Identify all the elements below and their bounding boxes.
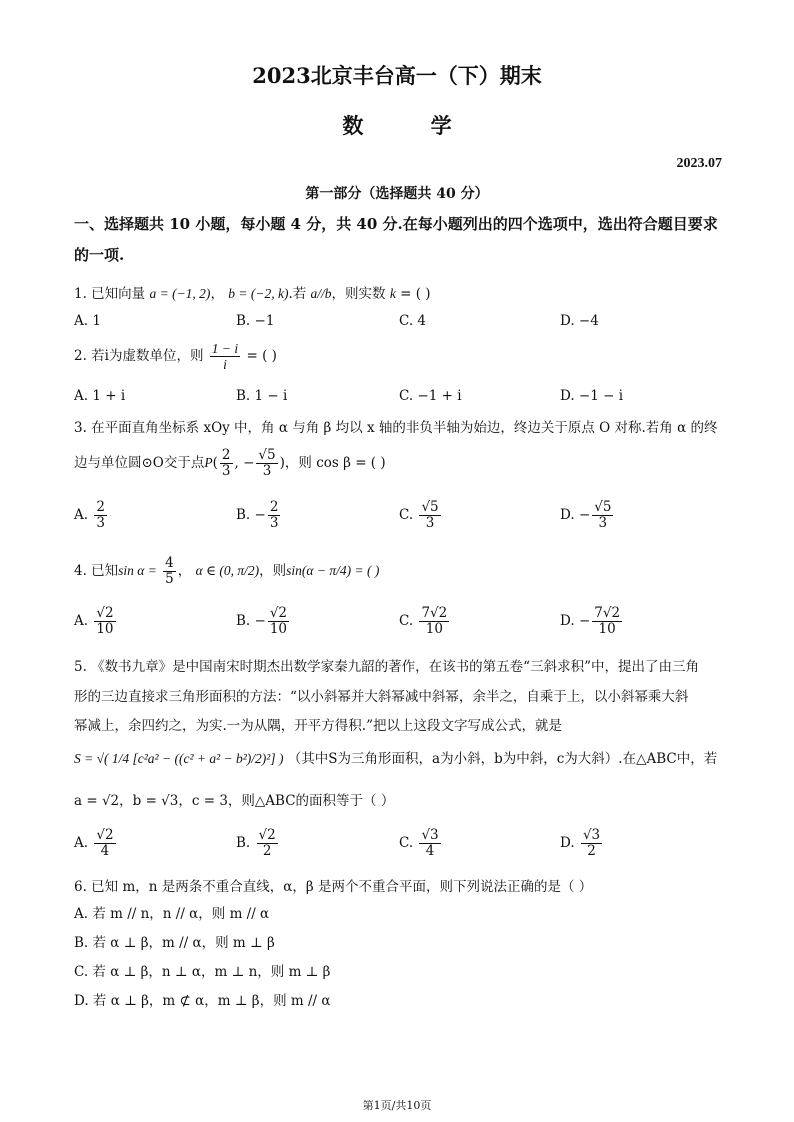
q5-option-a[interactable] xyxy=(74,828,118,859)
q4-d-den: 10 xyxy=(598,621,616,637)
q3-option-a[interactable] xyxy=(74,500,109,531)
q6-option-d[interactable]: D. 若 α ⊥ β，m ⊄ α，m ⊥ β，则 m // α xyxy=(74,993,331,1009)
q4-option-a[interactable] xyxy=(74,606,118,637)
q3-c-label: C. xyxy=(399,507,414,523)
q4-b-sign: − xyxy=(254,613,266,629)
q2-option-a[interactable]: A. 1 + i xyxy=(74,388,126,404)
q1-vector-a: a = (−1, 2) xyxy=(149,286,211,301)
q3-d-num: √5 xyxy=(594,499,612,515)
q4-a-num: √2 xyxy=(96,605,114,621)
exam-title: 2023北京丰台高一（下）期末 xyxy=(252,63,542,88)
q5-b-num: √2 xyxy=(258,827,276,843)
q5-d-label: D. xyxy=(560,835,575,851)
q1-condition: a//b xyxy=(310,286,332,301)
q3-b-num: 2 xyxy=(269,499,279,515)
q3-option-b[interactable] xyxy=(236,500,282,531)
q4-c-num: 7√2 xyxy=(421,605,448,621)
q5-option-d[interactable] xyxy=(560,828,604,859)
q4-option-c[interactable] xyxy=(399,606,451,637)
question-5-line-2: 形的三边直接求三角形面积的方法：“以小斜幂并大斜幂减中斜幂，余半之，自乘于上，以小斜幂乘大斜 xyxy=(74,689,689,705)
q6-option-c[interactable]: C. 若 α ⊥ β，n ⊥ α，m ⊥ n，则 m ⊥ β xyxy=(74,964,331,980)
q5-a-den: 4 xyxy=(100,843,110,859)
q3-a-label: A. xyxy=(74,507,89,523)
part-heading: 第一部分（选择题共 40 分） xyxy=(305,186,489,202)
q4-expression: sin(α − π/4) = ( ) xyxy=(286,563,380,578)
q2-option-d[interactable]: D. −1 − i xyxy=(560,388,624,404)
q4-val-num: 4 xyxy=(165,555,174,571)
q2-options xyxy=(74,388,724,408)
q4-option-b[interactable] xyxy=(236,606,291,637)
q4-d-sign: − xyxy=(578,613,591,629)
q3-a-den: 3 xyxy=(96,515,105,531)
q4-lead: 4. 已知 xyxy=(74,563,119,579)
q3-option-d[interactable] xyxy=(560,500,615,531)
q1-options xyxy=(74,313,724,333)
q1-mid: ，则实数 xyxy=(331,286,386,302)
q5-c-label: C. xyxy=(399,835,414,851)
q5-b-den: 2 xyxy=(262,843,272,859)
q3-d-den: 3 xyxy=(598,515,608,531)
q5-c-num: √3 xyxy=(421,827,439,843)
q5-d-num: √3 xyxy=(582,827,601,843)
question-5-line-4 xyxy=(74,748,724,770)
q3-px-num: 2 xyxy=(221,447,231,463)
q3-d-label: D. xyxy=(560,507,575,523)
q6-option-b[interactable]: B. 若 α ⊥ β，m // α，则 m ⊥ β xyxy=(74,935,275,951)
q4-c-den: 10 xyxy=(425,621,443,637)
page-number: 第1页/共10页 xyxy=(362,1099,432,1112)
q6-option-a[interactable]: A. 若 m // n，n // α，则 m // α xyxy=(74,906,270,922)
q3-px xyxy=(220,448,233,479)
q4-c-label: C. xyxy=(399,613,414,629)
q3-options xyxy=(74,500,724,540)
q2-denominator: i xyxy=(223,357,227,372)
q4-d-num: 7√2 xyxy=(594,605,621,621)
q5-c-den: 4 xyxy=(425,843,435,859)
q1-tail: = ( ) xyxy=(400,286,431,302)
exam-subject: 数 学 xyxy=(342,113,482,138)
q3-point: P xyxy=(204,455,213,470)
question-3-line-1: 3. 在平面直角坐标系 xOy 中，角 α 与角 β 均以 x 轴的非负半轴为始边，终边关于原点 O 对称.若角 α 的终 xyxy=(74,420,718,436)
q3-b-den: 3 xyxy=(269,515,279,531)
q4-sin: sin α = xyxy=(118,563,157,578)
q3-b-sign: − xyxy=(254,507,266,523)
q5-note: （其中S为三角形面积，a为小斜，b为中斜，c为大斜）.在△ABC中，若 xyxy=(287,751,718,767)
question-1: 1. 已知向量 a = (−1, 2)， b = (−2, k).若 a//b，则实数 k = ( ) xyxy=(74,286,431,302)
question-5-line-1: 5. 《数书九章》是中国南宋时期杰出数学家秦九韶的著作，在该书的第五卷“三斜求积”中，提出了由三角 xyxy=(74,659,699,675)
q4-mid: ，则 xyxy=(259,563,287,579)
q5-option-b[interactable] xyxy=(236,828,280,859)
q2-lead: 2. 若i为虚数单位，则 xyxy=(74,348,204,364)
question-5-line-5: a = √2，b = √3，c = 3，则△ABC的面积等于（ ） xyxy=(74,793,395,809)
q5-a-label: A. xyxy=(74,835,89,851)
q2-numerator: 1 − i xyxy=(211,341,239,356)
q4-value xyxy=(163,556,176,587)
q3-lead: 边与单位圆⊙O交于点 xyxy=(74,455,205,471)
question-4: 4. 已知sin α = $\frac{4}{5}$ ， α ∈ (0, π/2)，则sin(α − π/4) = ( ) xyxy=(74,555,380,587)
q3-d-sign: − xyxy=(578,507,591,523)
q3-b-label: B. xyxy=(236,507,251,523)
q4-b-num: √2 xyxy=(269,605,288,621)
q2-fraction xyxy=(210,341,240,372)
q4-a-den: 10 xyxy=(96,621,114,637)
q1-lead: 1. 已知向量 xyxy=(74,286,146,302)
q1-option-a[interactable]: A. 1 xyxy=(74,313,101,329)
section-instruction: 一、选择题共 10 小题，每小题 4 分，共 40 分.在每小题列出的四个选项中，选出符合题目要求的一项. xyxy=(74,215,718,264)
q3-c-num: √5 xyxy=(421,499,439,515)
question-5-line-3: 幂减上，余四约之，为实.一为从隅，开平方得积.”把以上这段文字写成公式，就是 xyxy=(74,718,562,734)
q3-py-num: √5 xyxy=(258,447,276,463)
q5-b-label: B. xyxy=(236,835,251,851)
question-3-line-2: 边与单位圆⊙O交于点P( $\frac{2}{3}$ , − $\frac{√5}{3}$ )，则 cos β = ( ) xyxy=(74,447,386,479)
q3-c-den: 3 xyxy=(425,515,435,531)
q2-option-b[interactable]: B. 1 − i xyxy=(236,388,288,404)
q3-px-den: 3 xyxy=(221,463,231,479)
q5-d-den: 2 xyxy=(587,843,596,859)
question-2 xyxy=(74,341,724,372)
q5-formula: S = √( 1/4 [c²a² − ((c² + a² − b²)/2)²] ) xyxy=(74,751,284,766)
q2-tail: = ( ) xyxy=(246,348,277,364)
q3-tail: ，则 cos β = ( ) xyxy=(284,455,386,471)
q1-var: k xyxy=(389,286,396,301)
q1-option-d[interactable]: D. −4 xyxy=(560,313,599,329)
q5-option-c[interactable] xyxy=(399,828,443,859)
q4-b-label: B. xyxy=(236,613,251,629)
exam-date: 2023.07 xyxy=(676,156,722,171)
q3-option-c[interactable] xyxy=(399,500,443,531)
q4-option-d[interactable] xyxy=(560,606,624,637)
q3-py-den: 3 xyxy=(262,463,272,479)
question-6: 6. 已知 m，n 是两条不重合直线，α，β 是两个不重合平面，则下列说法正确的是（ ） xyxy=(74,879,593,895)
q4-val-den: 5 xyxy=(165,571,174,587)
q4-a-label: A. xyxy=(74,613,89,629)
q5-a-num: √2 xyxy=(96,827,114,843)
q4-b-den: 10 xyxy=(269,621,288,637)
q1-vector-b: b = (−2, k) xyxy=(228,286,289,301)
q4-d-label: D. xyxy=(560,613,575,629)
q1-option-b[interactable]: B. −1 xyxy=(236,313,275,329)
q3-a-num: 2 xyxy=(96,499,105,515)
q1-option-c[interactable]: C. 4 xyxy=(399,313,427,329)
q5-options xyxy=(74,828,724,868)
q4-options xyxy=(74,606,724,646)
q2-option-c[interactable]: C. −1 + i xyxy=(399,388,462,404)
q4-range: α ∈ (0, π/2) xyxy=(195,563,260,578)
q3-py xyxy=(256,448,277,479)
